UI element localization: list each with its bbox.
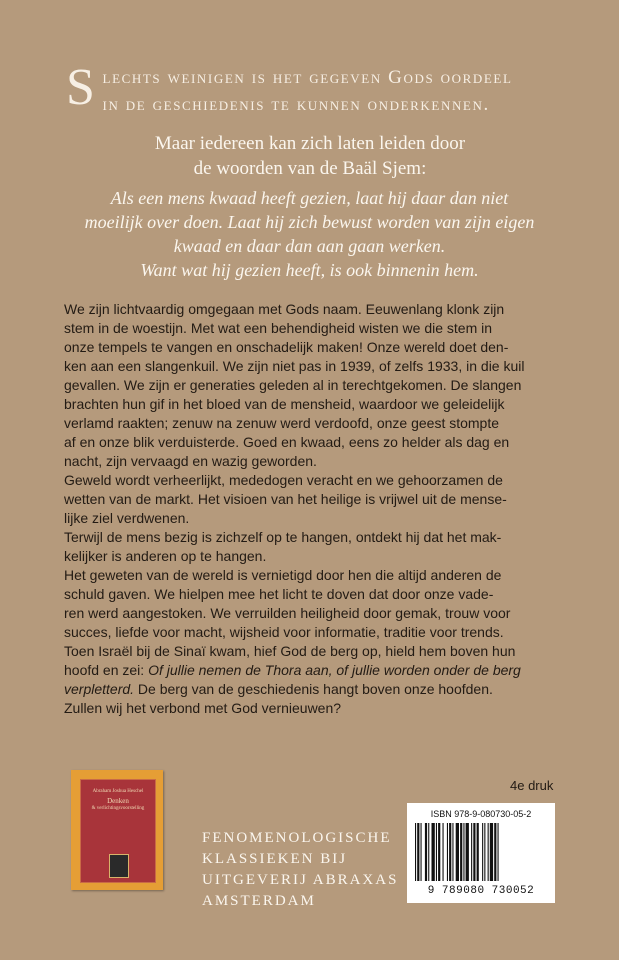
body-line <box>64 661 554 680</box>
book-emblem-icon <box>109 854 129 878</box>
barcode-bar <box>415 823 416 881</box>
book-thumbnail <box>71 770 163 890</box>
series-line-3: UITGEVERIJ ABRAXAS <box>202 872 399 888</box>
body-line: verlamd raakten; zenuw na zenuw werd verdoofd, onze geest stompte <box>64 415 500 431</box>
intro-text <box>66 59 566 118</box>
series-text <box>202 828 398 912</box>
body-line: wetten van de markt. Het visioen van het heilige is vrijwel uit de mense- <box>64 491 507 507</box>
body-line: Geweld wordt verheerlijkt, mededogen veracht en we gehoorzamen de <box>64 472 503 488</box>
book-title: Denken <box>107 797 129 805</box>
barcode-bar <box>484 823 485 881</box>
body-line: brachten hun gif in het bloed van de mensheid, waardoor we geleidelijk <box>64 396 505 412</box>
barcode-bar <box>460 823 462 881</box>
body-line: lijke ziel verdwenen. <box>64 510 190 526</box>
barcode-bar <box>452 823 453 881</box>
barcode-bars-icon <box>415 823 547 881</box>
body-line: nacht, zijn vervaagd en wazig geworden. <box>64 453 317 469</box>
drop-cap: S <box>66 59 97 116</box>
barcode-bar <box>494 823 496 881</box>
barcode-bar <box>417 823 419 881</box>
quote-line-1: Als een mens kwaad heeft gezien, laat hij daar dan niet <box>110 188 509 208</box>
barcode-digits: 9 789080 730052 <box>427 885 535 897</box>
book-author: Abraham Joshua Heschel <box>92 789 144 794</box>
body-line: Zullen wij het verbond met God vernieuwen? <box>64 700 342 716</box>
body-line: onze tempels te vangen en onschadelijk maken! Onze wereld doet den- <box>64 339 509 355</box>
barcode-bar <box>471 823 472 881</box>
barcode-bar <box>443 823 444 881</box>
quote-line-2: moeilijk over doen. Laat hij zich bewust worden van zijn eigen <box>84 212 535 232</box>
lead-line-2: de woorden van de Baäl Sjem: <box>193 158 427 179</box>
body-line-italic: Of jullie nemen de Thora aan, of jullie worden onder de berg <box>148 662 521 678</box>
body-text <box>64 300 554 718</box>
barcode-bar <box>456 823 459 881</box>
barcode-bar <box>466 823 469 881</box>
series-line-2: KLASSIEKEN BIJ <box>202 851 348 867</box>
barcode-bar <box>498 823 499 881</box>
body-line: stem in de woestijn. Met wat een behendigheid wisten we die stem in <box>64 320 493 336</box>
body-line: Toen Israël bij de Sinaï kwam, hief God de berg op, hield hem boven hun <box>64 643 516 659</box>
barcode-bar <box>477 823 479 881</box>
quote-line-3: kwaad en daar dan aan gaan werken. <box>173 236 446 256</box>
quote-text <box>52 186 567 282</box>
barcode-bar <box>473 823 475 881</box>
barcode-bar <box>447 823 448 881</box>
body-line-part: De berg van de geschiedenis hangt boven onze hoofden. <box>134 681 493 697</box>
barcode-bar <box>428 823 429 881</box>
body-line: succes, liefde voor macht, wijsheid voor informatie, traditie voor trends. <box>64 624 504 640</box>
body-line: gevallen. We zijn er generaties geleden al in terechtgekomen. De slangen <box>64 377 522 393</box>
series-line-4: AMSTERDAM <box>202 893 316 909</box>
barcode <box>407 803 555 903</box>
barcode-bar <box>436 823 437 881</box>
body-line <box>64 680 554 699</box>
body-line: Het geweten van de wereld is vernietigd door hen die altijd anderen de <box>64 567 502 583</box>
body-line: ren werd aangestoken. We verruilden heiligheid door gemak, trouw voor <box>64 605 511 621</box>
barcode-bar <box>490 823 493 881</box>
quote-line-4: Want wat hij gezien heeft, is ook binnenin hem. <box>140 260 479 280</box>
book-subtitle: & verlichtingsvoorstelling <box>91 806 145 811</box>
book-cover-text <box>85 788 151 812</box>
barcode-bar <box>482 823 483 881</box>
barcode-bar <box>449 823 451 881</box>
series-line-1: FENOMENOLOGISCHE <box>202 830 392 846</box>
book-cover-panel <box>80 779 156 883</box>
intro-line-1: lechts weinigen is het gegeven Gods oordeel <box>102 67 513 88</box>
body-line: af en onze blik verduisterde. Goed en kwaad, eens zo helder als dag en <box>64 434 510 450</box>
barcode-bar <box>432 823 435 881</box>
barcode-bar <box>425 823 427 881</box>
lead-line-1: Maar iedereen kan zich laten leiden door <box>154 133 466 154</box>
barcode-bar <box>488 823 489 881</box>
barcode-bar <box>463 823 464 881</box>
barcode-bar <box>421 823 422 881</box>
body-line-italic: verpletterd. <box>64 681 135 697</box>
body-line: ken aan een slangenkuil. We zijn niet pas in 1939, of zelfs 1933, in die kuil <box>64 358 525 374</box>
isbn-text: ISBN 978-9-080730-05-2 <box>430 809 532 819</box>
barcode-bar <box>438 823 440 881</box>
edition-label: 4e druk <box>510 778 554 793</box>
body-line: Terwijl de mens bezig is zichzelf op te hangen, ontdekt hij dat het mak- <box>64 529 502 545</box>
body-line: kelijker is anderen op te hangen. <box>64 548 267 564</box>
body-line-part: hoofd en zei: <box>64 662 149 678</box>
body-line: We zijn lichtvaardig omgegaan met Gods naam. Eeuwenlang klonk zijn <box>64 301 505 317</box>
intro-line-2: in de geschiedenis te kunnen onderkennen. <box>102 94 490 115</box>
lead-text <box>80 131 540 181</box>
body-line: schuld gaven. We hielpen mee het licht te doven dat door onze vade- <box>64 586 494 602</box>
